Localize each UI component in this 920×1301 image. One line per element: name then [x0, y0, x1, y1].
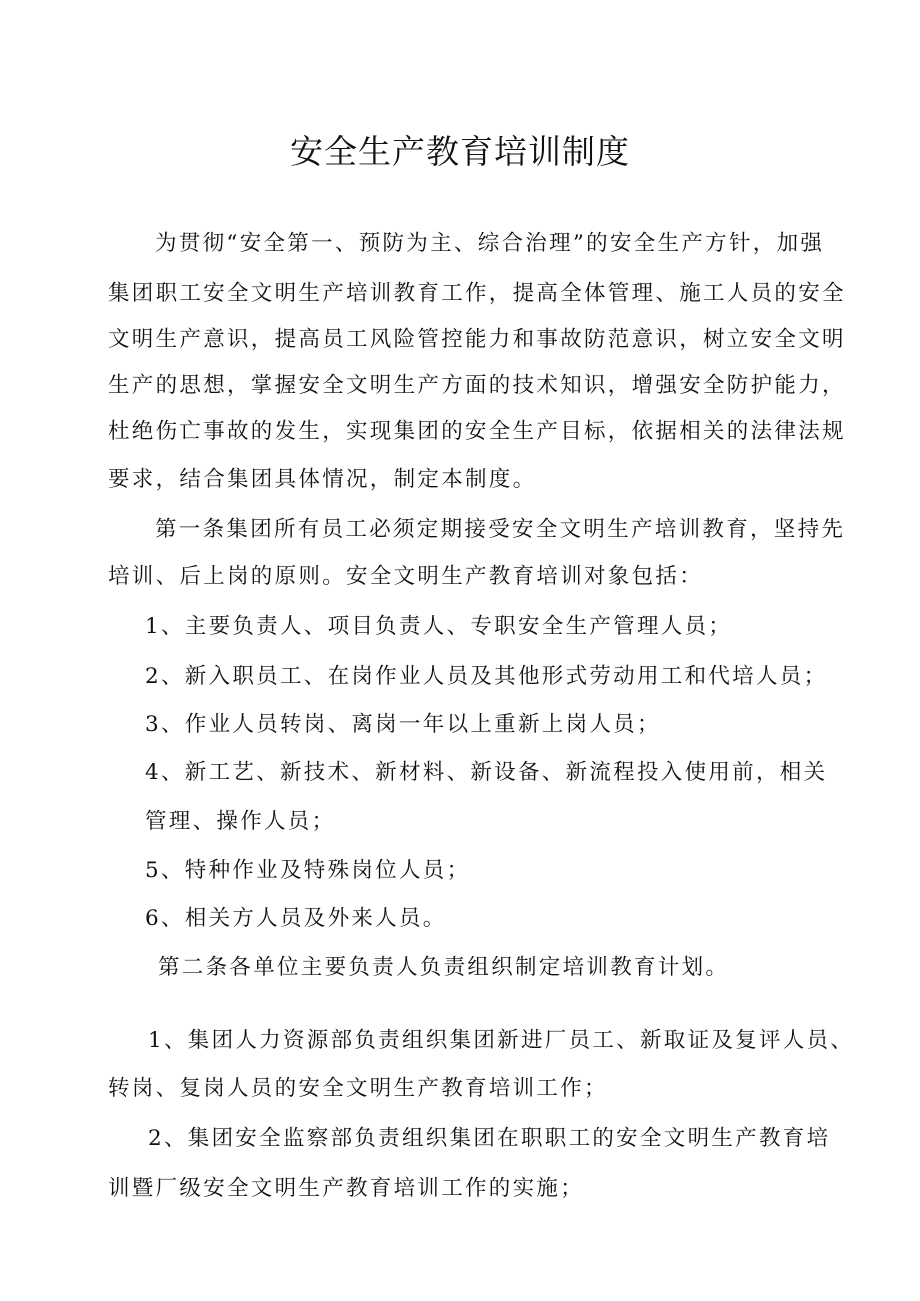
list-item: 5、特种作业及特殊岗位人员； — [145, 858, 471, 883]
paragraph-line: 生产的思想，掌握安全文明生产方面的技术知识，增强安全防护能力， — [108, 373, 846, 398]
list-item: 转岗、复岗人员的安全文明生产教育培训工作； — [108, 1076, 608, 1101]
paragraph-line: 为贯彻“安全第一、预防为主、综合治理”的安全生产方针，加强 — [155, 231, 825, 256]
list-item: 2、新入职员工、在岗作业人员及其他形式劳动用工和代培人员； — [145, 664, 828, 689]
list-item: 4、新工艺、新技术、新材料、新设备、新流程投入使用前，相关 — [145, 760, 828, 785]
paragraph-line: 杜绝伤亡事故的发生，实现集团的安全生产目标，依据相关的法律法规 — [108, 419, 846, 444]
list-item: 6、相关方人员及外来人员。 — [145, 906, 447, 931]
paragraph-line: 第一条集团所有员工必须定期接受安全文明生产培训教育，坚持先 — [155, 517, 846, 542]
list-item: 1、集团人力资源部负责组织集团新进厂员工、新取证及复评人员、 — [148, 1028, 855, 1053]
list-item: 1、主要负责人、项目负责人、专职安全生产管理人员； — [145, 614, 733, 639]
paragraph-line: 文明生产意识，提高员工风险管控能力和事故防范意识，树立安全文明 — [108, 327, 846, 352]
list-item: 管理、操作人员； — [145, 809, 336, 834]
list-item: 训暨厂级安全文明生产教育培训工作的实施； — [108, 1176, 585, 1201]
list-item: 2、集团安全监察部负责组织集团在职职工的安全文明生产教育培 — [148, 1126, 831, 1151]
paragraph-line: 第二条各单位主要负责人负责组织制定培训教育计划。 — [158, 955, 730, 980]
paragraph-line: 集团职工安全文明生产培训教育工作，提高全体管理、施工人员的安全 — [108, 281, 846, 306]
document-title: 安全生产教育培训制度 — [290, 132, 630, 171]
paragraph-line: 培训、后上岗的原则。安全文明生产教育培训对象包括： — [108, 564, 704, 589]
list-item: 3、作业人员转岗、离岗一年以上重新上岗人员； — [145, 712, 661, 737]
paragraph-line: 要求，结合集团具体情况，制定本制度。 — [108, 467, 537, 492]
